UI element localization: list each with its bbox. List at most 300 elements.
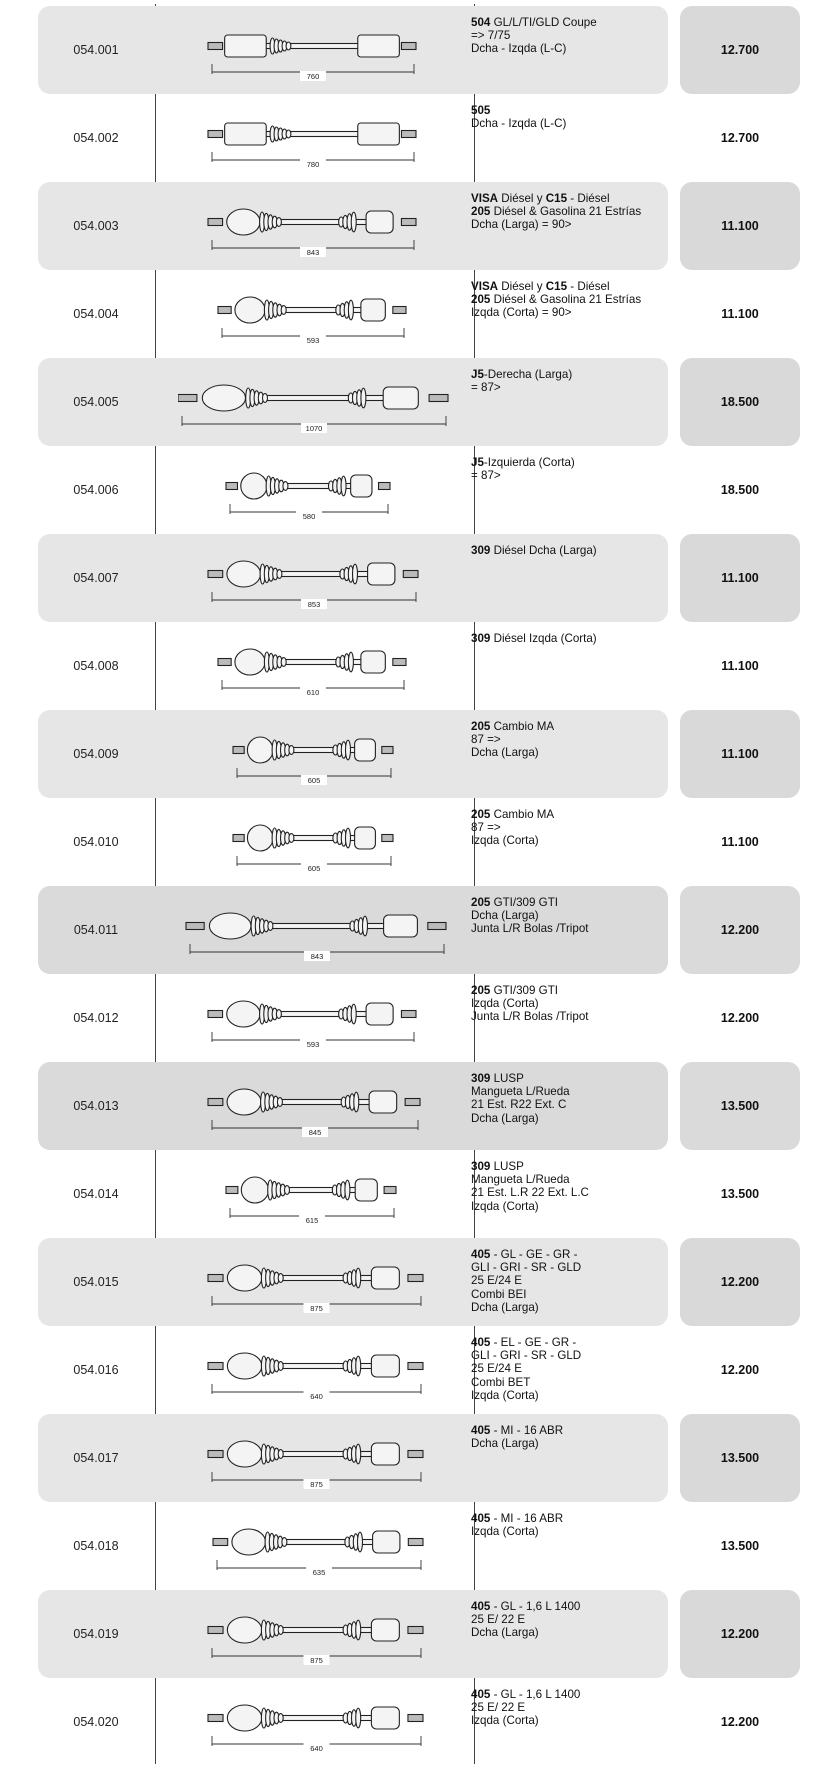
description-text: GTI/309 GTI	[490, 984, 558, 997]
description-line	[471, 909, 671, 922]
joint-housing-right	[351, 475, 372, 497]
shaft-length-label: 760	[306, 72, 320, 81]
description-line	[471, 29, 671, 42]
part-reference: 054.007	[73, 571, 119, 585]
spline-stub-right	[408, 1451, 423, 1458]
spline-stub-right	[429, 395, 448, 402]
description-line	[471, 834, 671, 847]
spline-stub-left	[208, 1275, 223, 1282]
spline-stub-left	[208, 219, 223, 226]
description-text: GTI/309 GTI	[490, 896, 558, 909]
description-line	[471, 544, 671, 557]
description-line	[471, 922, 671, 935]
spline-stub-left	[208, 1627, 223, 1634]
vehicle-description	[471, 984, 671, 1024]
boot-rib	[351, 212, 356, 232]
joint-housing-right	[358, 35, 400, 57]
shaft-illustration	[178, 6, 516, 94]
price: 12.200	[720, 1275, 760, 1289]
description-text: - EL - GE - GR -	[490, 1336, 577, 1349]
boot-rib	[278, 1626, 283, 1635]
boot-rib	[358, 1532, 363, 1552]
model-code: 309	[471, 632, 491, 645]
description-text: -Izquierda (Corta)	[483, 456, 575, 469]
shaft-illustration	[178, 1502, 516, 1590]
boot-rib	[361, 388, 366, 408]
joint-housing-left	[227, 1441, 261, 1467]
description-text: Dcha (Larga)	[471, 909, 539, 923]
spline-stub-right	[384, 1187, 396, 1194]
spline-stub-right	[428, 923, 446, 930]
description-text: Diésel & Gasolina 21 Estrías	[490, 293, 642, 307]
catalog-row	[38, 974, 801, 1062]
drive-shaft-drawing	[208, 209, 416, 235]
shaft-length-label: 875	[310, 1656, 323, 1665]
boot-rib	[277, 570, 282, 579]
part-reference: 054.018	[73, 1539, 119, 1553]
vehicle-description	[471, 1688, 671, 1728]
drive-shaft-drawing	[208, 1001, 416, 1027]
model-code: 309	[471, 544, 491, 557]
description-text: 25 E/ 22 E	[471, 1613, 526, 1627]
description-line	[471, 381, 671, 394]
drive-shaft-drawing	[226, 473, 390, 499]
spline-stub-left	[208, 1451, 223, 1458]
description-text: LUSP	[490, 1160, 524, 1173]
description-text: Mangueta L/Rueda	[471, 1173, 570, 1187]
description-line	[471, 997, 671, 1010]
description-text: = 87>	[471, 469, 501, 483]
shaft-illustration	[178, 94, 516, 182]
model-code: 405	[471, 1336, 491, 1349]
boot-rib	[346, 828, 351, 848]
description-line	[471, 720, 671, 733]
description-line	[471, 821, 671, 834]
joint-housing-left	[227, 1353, 261, 1379]
catalog-row	[38, 358, 801, 446]
price: 11.100	[721, 307, 759, 321]
joint-housing-right	[366, 1003, 393, 1025]
price: 18.500	[720, 483, 760, 497]
description-line	[471, 632, 671, 645]
joint-housing-right	[361, 299, 385, 321]
description-text: GLI - GRI - SR - GLD	[471, 1261, 582, 1275]
shaft-length-label: 843	[306, 248, 320, 257]
shaft-svg	[178, 798, 516, 886]
price: 12.200	[720, 1011, 760, 1025]
description-text: GLI - GRI - SR - GLD	[471, 1349, 582, 1363]
description-line	[471, 192, 671, 205]
description-text: Izqda (Corta)	[471, 834, 539, 848]
joint-housing-right	[371, 1355, 399, 1377]
price: 11.100	[721, 219, 759, 233]
shaft-illustration	[178, 534, 516, 622]
spline-stub-left	[208, 131, 223, 138]
spline-stub-right	[405, 1099, 420, 1106]
description-text: - Diésel	[567, 280, 610, 293]
shaft-length-label: 610	[306, 688, 320, 697]
boot-rib	[286, 42, 291, 50]
description-line	[471, 1010, 671, 1023]
spline-stub-right	[401, 43, 416, 50]
part-reference: 054.008	[73, 659, 119, 673]
description-text: 87 =>	[471, 821, 501, 835]
vehicle-description	[471, 896, 671, 936]
shaft-illustration	[178, 798, 516, 886]
shaft-illustration	[178, 182, 516, 270]
joint-housing-right	[373, 1531, 400, 1553]
model-code: VISA	[471, 280, 499, 293]
shaft-illustration	[178, 1590, 516, 1678]
part-reference: 054.014	[73, 1187, 119, 1201]
model-code: 505	[471, 104, 491, 117]
description-text: Dcha (Larga)	[471, 1626, 539, 1640]
boot-rib	[354, 1092, 359, 1112]
spline-stub-left	[208, 1099, 223, 1106]
shaft-svg	[178, 1678, 516, 1766]
catalog-row	[38, 1238, 801, 1326]
description-line	[471, 368, 671, 381]
shaft-length-label: 580	[302, 512, 316, 521]
description-line	[471, 808, 671, 821]
shaft-svg	[178, 1326, 516, 1414]
price: 13.500	[720, 1539, 760, 1553]
boot-rib	[356, 1620, 361, 1640]
drive-shaft-drawing	[233, 737, 393, 763]
part-reference: 054.020	[73, 1715, 119, 1729]
spline-stub-right	[393, 307, 406, 314]
shaft-illustration	[178, 270, 516, 358]
description-line	[471, 984, 671, 997]
spline-stub-left	[208, 1715, 223, 1722]
shaft-svg	[178, 94, 516, 182]
vehicle-description	[471, 1512, 671, 1538]
description-text: Izqda (Corta) = 90>	[471, 306, 572, 320]
model-code: 205	[471, 896, 491, 909]
boot-rib	[281, 306, 286, 315]
shaft-illustration	[178, 1678, 516, 1766]
boot-rib	[289, 834, 294, 843]
description-line	[471, 1714, 671, 1727]
model-code: 405	[471, 1600, 491, 1613]
catalog-row	[38, 1414, 801, 1502]
description-line	[471, 1512, 671, 1525]
price: 18.500	[720, 395, 760, 409]
model-code: 309	[471, 1160, 491, 1173]
description-text: => 7/75	[471, 29, 511, 43]
description-text: Dcha (Larga)	[471, 1437, 539, 1451]
joint-housing-left	[232, 1529, 266, 1555]
spline-stub-right	[401, 131, 416, 138]
shaft-svg	[178, 1062, 516, 1150]
part-reference: 054.015	[73, 1275, 119, 1289]
boot-rib	[286, 130, 291, 138]
spline-stub-right	[408, 1539, 423, 1546]
part-reference: 054.003	[73, 219, 119, 233]
shaft-length-label: 593	[306, 1040, 320, 1049]
boot-rib	[351, 1004, 356, 1024]
joint-housing-right	[371, 1707, 399, 1729]
model-code: 405	[471, 1512, 491, 1525]
spline-stub-left	[208, 43, 223, 50]
joint-housing-left	[209, 913, 251, 939]
vehicle-description	[471, 632, 671, 645]
description-text: = 87>	[471, 381, 501, 395]
vehicle-description	[471, 1424, 671, 1450]
joint-housing-left	[227, 561, 261, 587]
shaft-svg	[178, 1502, 516, 1590]
spline-stub-right	[403, 571, 418, 578]
part-reference: 054.013	[73, 1099, 119, 1113]
model-code: C15	[545, 280, 568, 293]
description-line	[471, 1336, 671, 1349]
price: 11.100	[721, 571, 759, 585]
description-line	[471, 1112, 671, 1125]
part-reference: 054.017	[73, 1451, 119, 1465]
spline-stub-right	[401, 219, 416, 226]
description-line	[471, 42, 671, 55]
description-text: Dcha - Izqda (L-C)	[471, 117, 567, 131]
shaft-illustration	[178, 622, 516, 710]
shaft-illustration	[178, 1238, 516, 1326]
shaft-illustration	[178, 1414, 516, 1502]
drive-shaft-drawing	[208, 1617, 423, 1643]
price: 13.500	[720, 1451, 760, 1465]
description-text: GL/L/TI/GLD Coupe	[490, 16, 597, 29]
shaft-length-label: 593	[306, 336, 320, 345]
description-text: - MI - 16 ABR	[490, 1424, 564, 1437]
shaft-svg	[178, 1590, 516, 1678]
joint-housing-left	[227, 1617, 261, 1643]
model-code: 405	[471, 1688, 491, 1701]
drive-shaft-drawing	[218, 297, 406, 323]
description-text: Cambio MA	[490, 808, 555, 821]
description-text: Izqda (Corta)	[471, 1714, 539, 1728]
joint-housing-left	[235, 649, 265, 675]
description-line	[471, 1424, 671, 1437]
description-line	[471, 205, 671, 218]
part-reference: 054.005	[73, 395, 119, 409]
joint-housing-left	[247, 825, 273, 851]
description-line	[471, 1098, 671, 1111]
description-line	[471, 1261, 671, 1274]
joint-housing-left	[235, 297, 265, 323]
model-code: VISA	[471, 192, 499, 205]
drive-shaft-drawing	[226, 1177, 396, 1203]
description-text: Dcha (Larga)	[471, 746, 539, 760]
description-text: - GL - GE - GR -	[490, 1248, 578, 1261]
price: 12.700	[720, 131, 760, 145]
part-reference: 054.006	[73, 483, 119, 497]
model-code: J5	[471, 456, 484, 469]
boot-rib	[281, 658, 286, 667]
description-text: Izqda (Corta)	[471, 1199, 539, 1213]
catalog-row	[38, 6, 801, 94]
shaft-length-label: 1070	[305, 424, 323, 433]
price: 12.200	[720, 1627, 760, 1641]
description-text: Junta L/R Bolas /Tripot	[471, 1010, 589, 1024]
boot-rib	[282, 1538, 287, 1547]
description-text: Izqda (Corta)	[471, 1525, 539, 1539]
description-line	[471, 1160, 671, 1173]
joint-housing-left	[227, 1089, 261, 1115]
description-line	[471, 1688, 671, 1701]
catalog-row	[38, 1502, 801, 1590]
joint-housing-left	[227, 1705, 261, 1731]
shaft-illustration	[178, 446, 516, 534]
part-reference: 054.019	[73, 1627, 119, 1641]
shaft-length-label: 635	[312, 1568, 326, 1577]
spline-stub-right	[382, 835, 393, 842]
description-text: -Derecha (Larga)	[483, 368, 573, 381]
description-text: Cambio MA	[490, 720, 555, 733]
spline-stub-left	[208, 571, 223, 578]
spline-stub-right	[382, 747, 393, 754]
joint-housing-right	[355, 739, 376, 761]
model-code: 205	[471, 205, 491, 219]
description-line	[471, 16, 671, 29]
description-text: - MI - 16 ABR	[490, 1512, 564, 1525]
joint-housing-right	[371, 1443, 399, 1465]
description-text: LUSP	[490, 1072, 524, 1085]
vehicle-description	[471, 192, 671, 232]
description-line	[471, 896, 671, 909]
boot-rib	[356, 1444, 361, 1464]
description-text: 87 =>	[471, 733, 501, 747]
spline-stub-left	[233, 747, 244, 754]
price: 11.100	[721, 659, 759, 673]
description-line	[471, 1626, 671, 1639]
shaft-length-label: 605	[307, 776, 321, 785]
description-line	[471, 1274, 671, 1287]
description-text: - GL - 1,6 L 1400	[490, 1600, 581, 1613]
shaft-length-label: 843	[310, 952, 324, 961]
catalog-row	[38, 710, 801, 798]
model-code: 405	[471, 1424, 491, 1437]
description-line	[471, 1613, 671, 1626]
description-line	[471, 1362, 671, 1375]
description-line	[471, 218, 671, 231]
description-text: Combi BET	[471, 1375, 531, 1389]
model-code: 205	[471, 984, 491, 997]
boot-rib	[278, 1362, 283, 1371]
description-text: Combi BEI	[471, 1287, 527, 1301]
catalog-row	[38, 622, 801, 710]
catalog-row	[38, 798, 801, 886]
description-text: Izqda (Corta)	[471, 997, 539, 1011]
shaft-svg	[178, 1150, 516, 1238]
vehicle-description	[471, 1336, 671, 1402]
joint-housing-right	[371, 1619, 399, 1641]
model-code: C15	[545, 192, 568, 205]
joint-housing-right	[355, 1179, 377, 1201]
shaft-illustration	[178, 886, 516, 974]
joint-housing-left	[247, 737, 273, 763]
spline-stub-left	[226, 483, 237, 490]
description-line	[471, 1301, 671, 1314]
spline-stub-right	[408, 1627, 423, 1634]
vehicle-description	[471, 1248, 671, 1314]
drive-shaft-drawing	[208, 35, 416, 57]
catalog-row	[38, 94, 801, 182]
shaft-svg	[178, 6, 516, 94]
joint-housing-left	[227, 209, 260, 235]
catalog-row	[38, 446, 801, 534]
model-code: 405	[471, 1248, 491, 1261]
description-text: Diésel & Gasolina 21 Estrías	[490, 205, 642, 219]
catalog-row	[38, 182, 801, 270]
shaft-svg	[178, 886, 516, 974]
part-reference: 054.004	[73, 307, 119, 321]
price: 11.100	[721, 835, 759, 849]
boot-rib	[278, 1714, 283, 1723]
price: 13.500	[720, 1187, 760, 1201]
shaft-length-label: 640	[310, 1392, 323, 1401]
description-line	[471, 1085, 671, 1098]
drive-shaft-drawing	[233, 825, 393, 851]
vehicle-description	[471, 16, 671, 56]
description-text: Diésel y	[498, 192, 546, 205]
boot-rib	[277, 1098, 282, 1107]
boot-rib	[278, 1274, 283, 1283]
drive-shaft-drawing	[208, 1441, 423, 1467]
description-line	[471, 293, 671, 306]
spline-stub-right	[393, 659, 406, 666]
spline-stub-right	[379, 483, 390, 490]
joint-housing-right	[368, 563, 395, 585]
description-line	[471, 306, 671, 319]
price: 12.200	[720, 1363, 760, 1377]
description-line	[471, 1376, 671, 1389]
shaft-svg	[178, 358, 516, 446]
vehicle-description	[471, 456, 671, 482]
boot-rib	[289, 746, 294, 755]
spline-stub-left	[213, 1539, 228, 1546]
description-line	[471, 733, 671, 746]
vehicle-description	[471, 104, 671, 130]
shaft-illustration	[178, 1062, 516, 1150]
vehicle-description	[471, 720, 671, 760]
boot-rib	[268, 922, 273, 931]
description-text: Dcha - Izqda (L-C)	[471, 42, 567, 56]
description-text: Diésel Dcha (Larga)	[490, 544, 597, 557]
spline-stub-left	[178, 395, 197, 402]
catalog-row	[38, 886, 801, 974]
joint-housing-left	[241, 473, 267, 499]
spline-stub-right	[408, 1275, 423, 1282]
description-text: 21 Est. L.R 22 Ext. L.C	[471, 1186, 589, 1200]
joint-housing-left	[227, 1265, 261, 1291]
spline-stub-left	[218, 659, 231, 666]
part-reference: 054.002	[73, 131, 119, 145]
description-text: Diésel Izqda (Corta)	[490, 632, 597, 645]
description-text: 25 E/24 E	[471, 1274, 522, 1288]
vehicle-description	[471, 1160, 671, 1213]
boot-rib	[285, 1186, 290, 1195]
description-text: Junta L/R Bolas /Tripot	[471, 922, 589, 936]
shaft-length-label: 780	[306, 160, 320, 169]
description-text: 25 E/ 22 E	[471, 1701, 526, 1715]
boot-rib	[348, 652, 353, 672]
model-code: J5	[471, 368, 484, 381]
description-line	[471, 1600, 671, 1613]
description-line	[471, 117, 671, 130]
drive-shaft-drawing	[218, 649, 406, 675]
joint-housing-right	[369, 1091, 397, 1113]
description-line	[471, 1173, 671, 1186]
description-line	[471, 1349, 671, 1362]
boot-rib	[348, 300, 353, 320]
